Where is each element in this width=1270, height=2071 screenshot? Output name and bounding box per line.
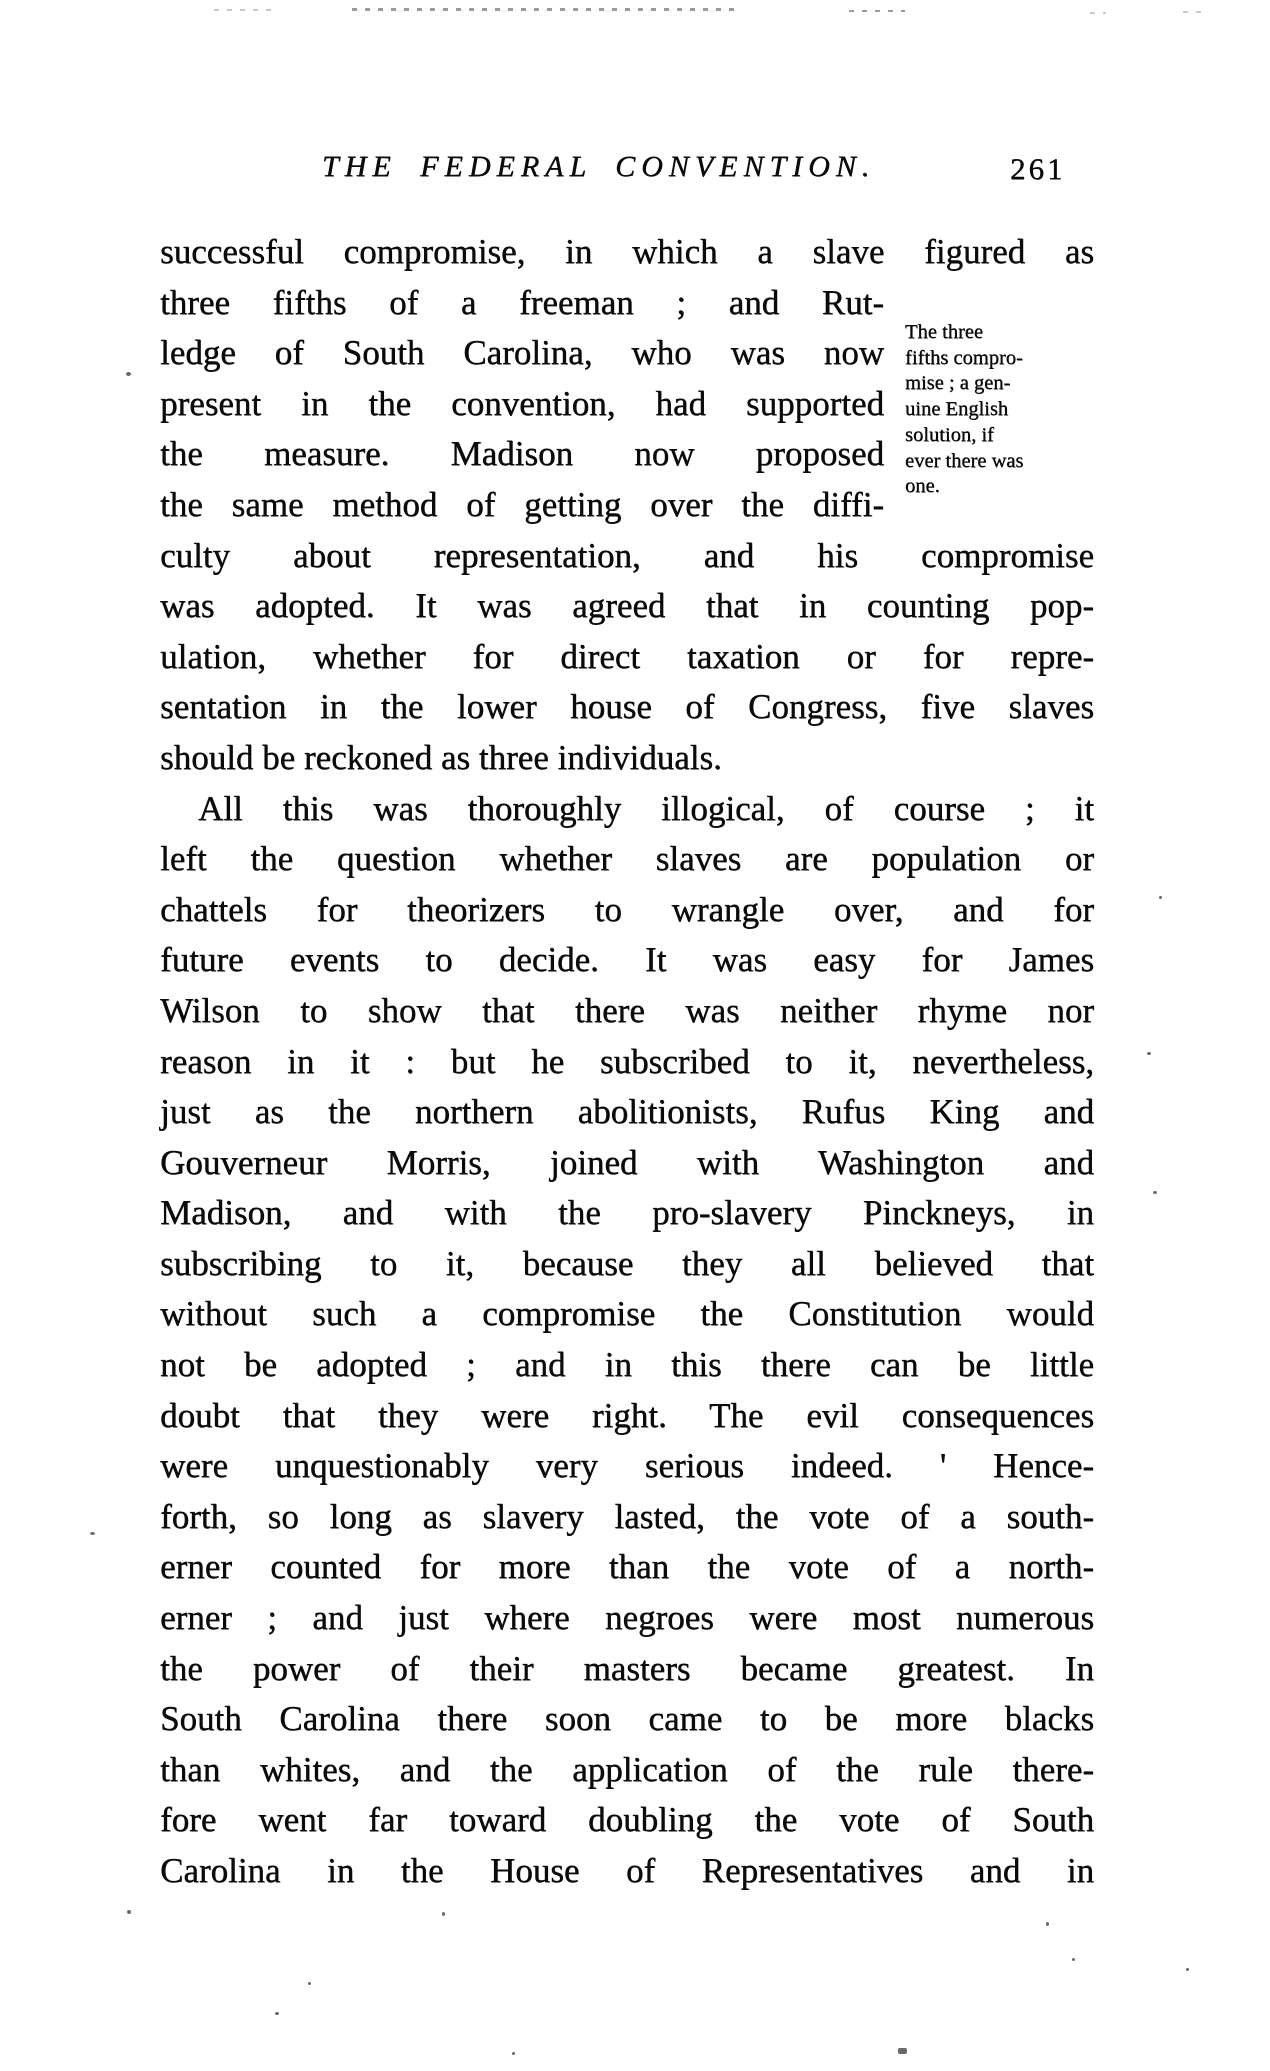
sidenote-line: ever there was bbox=[905, 449, 1024, 472]
body-line: than whites, and the application of the rule there- bbox=[160, 1749, 1094, 1789]
body-line: should be reckoned as three individuals. bbox=[160, 737, 722, 777]
body-line: sentation in the lower house of Congress, five slaves bbox=[160, 687, 1094, 727]
body-line: fore went far toward doubling the vote of South bbox=[160, 1800, 1094, 1840]
body-line: South Carolina there soon came to be more blacks bbox=[160, 1699, 1094, 1739]
body-line: Wilson to show that there was neither rhyme nor bbox=[160, 990, 1094, 1030]
body-line: successful compromise, in which a slave figured as bbox=[160, 232, 1094, 271]
sidenote-line: uine English bbox=[905, 398, 1009, 421]
sidenote-line: solution, if bbox=[905, 423, 994, 446]
scan-artifact-line bbox=[1090, 12, 1106, 14]
body-line: the same method of getting over the diffi- bbox=[160, 484, 884, 524]
body-line: without such a compromise the Constitution would bbox=[160, 1294, 1094, 1334]
scan-speck bbox=[1159, 896, 1162, 899]
scan-speck bbox=[126, 372, 131, 376]
scan-speck bbox=[442, 1912, 445, 1916]
body-line: just as the northern abolitionists, Rufus King and bbox=[160, 1092, 1094, 1132]
body-line: ulation, whether for direct taxation or for repre- bbox=[160, 636, 1094, 676]
body-line: subscribing to it, because they all believed that bbox=[160, 1243, 1094, 1283]
scan-artifact-line bbox=[214, 9, 278, 11]
running-header-title: THE FEDERAL CONVENTION. bbox=[322, 150, 876, 183]
body-line: erner ; and just where negroes were most numerous bbox=[160, 1598, 1094, 1638]
body-line: present in the convention, had supported bbox=[160, 383, 884, 423]
scan-speck bbox=[898, 2048, 907, 2054]
body-line: three fifths of a freeman ; and Rut- bbox=[160, 282, 884, 322]
sidenote-line: fifths compro- bbox=[905, 346, 1023, 369]
body-line: the power of their masters became greatest. In bbox=[160, 1648, 1094, 1688]
body-line: left the question whether slaves are population or bbox=[160, 839, 1094, 879]
scan-speck bbox=[1153, 1191, 1157, 1194]
body-line: All this was thoroughly illogical, of course ; it bbox=[198, 788, 1094, 828]
sidenote-line: one. bbox=[905, 475, 940, 498]
scan-speck bbox=[308, 1982, 311, 1985]
body-line: Madison, and with the pro-slavery Pinckneys, in bbox=[160, 1193, 1094, 1233]
page-number: 261 bbox=[1010, 151, 1066, 186]
body-line: doubt that they were right. The evil consequences bbox=[160, 1395, 1094, 1435]
body-line: were unquestionably very serious indeed. ' Hence- bbox=[160, 1446, 1094, 1486]
body-line: forth, so long as slavery lasted, the vote of a south- bbox=[160, 1496, 1094, 1536]
scan-artifact-line bbox=[849, 10, 905, 12]
body-line: was adopted. It was agreed that in counting pop- bbox=[160, 586, 1094, 626]
body-line: culty about representation, and his compromise bbox=[160, 535, 1094, 575]
sidenote-line: The three bbox=[905, 321, 983, 343]
sidenote-line: mise ; a gen- bbox=[905, 372, 1011, 395]
body-line: the measure. Madison now proposed bbox=[160, 434, 884, 474]
scan-artifact-line bbox=[1183, 11, 1209, 13]
body-line: Gouverneur Morris, joined with Washington and bbox=[160, 1142, 1094, 1182]
scan-speck bbox=[127, 1910, 131, 1914]
scan-speck bbox=[1186, 1968, 1189, 1971]
scan-speck bbox=[1147, 1052, 1151, 1055]
scan-speck bbox=[90, 1532, 95, 1535]
scan-speck bbox=[1072, 1958, 1075, 1961]
scan-speck bbox=[512, 2052, 515, 2055]
body-line: future events to decide. It was easy for James bbox=[160, 940, 1094, 980]
scan-speck bbox=[275, 2012, 279, 2015]
body-line: not be adopted ; and in this there can be little bbox=[160, 1345, 1094, 1385]
body-line: reason in it : but he subscribed to it, nevertheless, bbox=[160, 1041, 1094, 1081]
body-line: ledge of South Carolina, who was now bbox=[160, 333, 884, 373]
body-line: chattels for theorizers to wrangle over, and for bbox=[160, 889, 1094, 929]
scan-speck bbox=[1046, 1922, 1049, 1926]
body-line: erner counted for more than the vote of a north- bbox=[160, 1547, 1094, 1587]
body-line: Carolina in the House of Representatives and in bbox=[160, 1851, 1094, 1890]
scan-artifact-line bbox=[352, 8, 738, 11]
sidenote bbox=[905, 320, 1100, 500]
